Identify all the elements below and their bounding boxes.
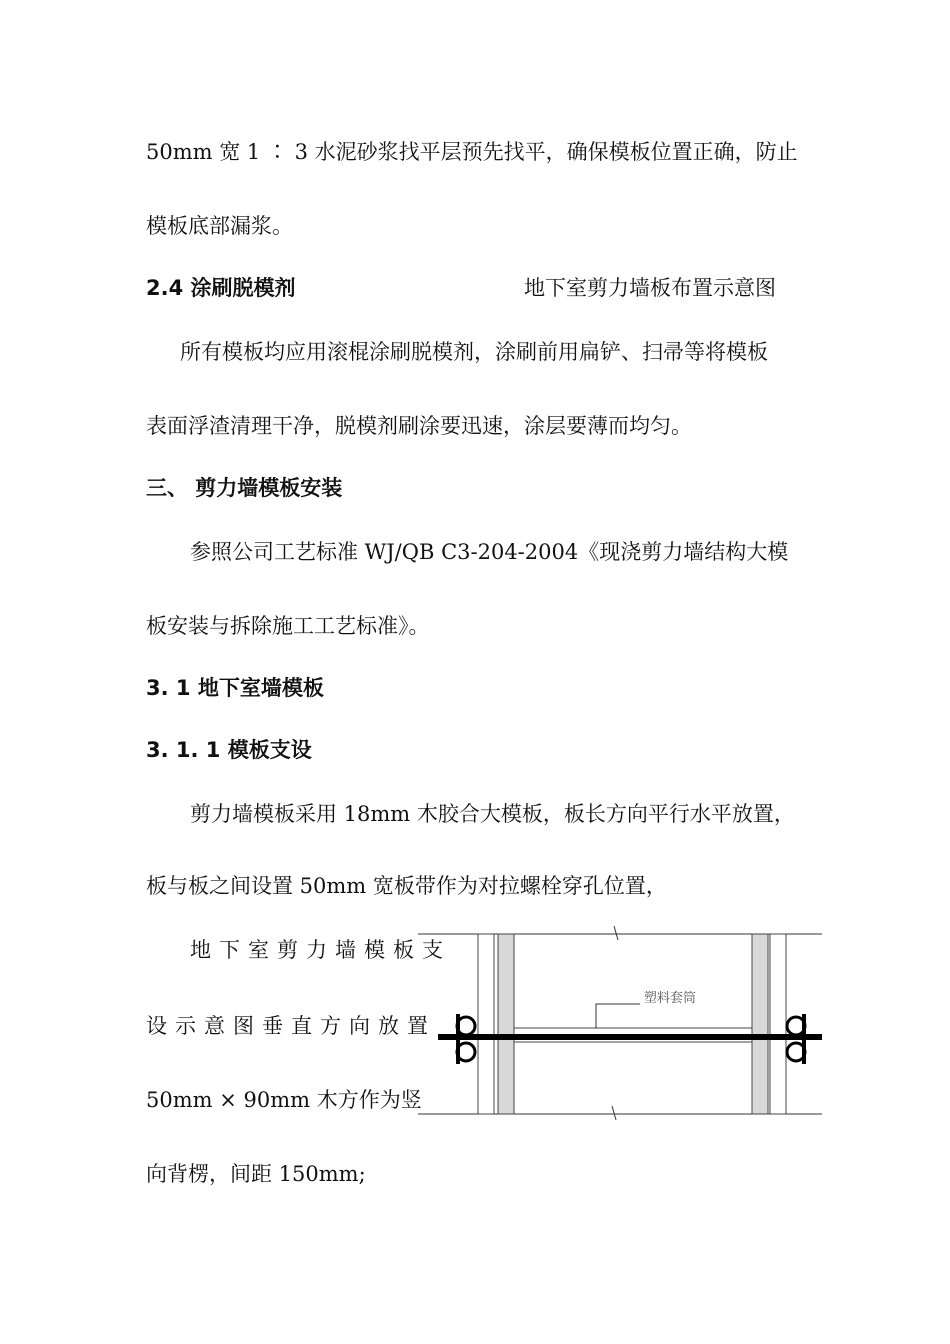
paragraph-line: 50mm 宽 1 ∶ 3 水泥砂浆找平层预先找平，确保模板位置正确，防止 bbox=[146, 140, 798, 164]
paragraph-line: 板安装与拆除施工工艺标准》。 bbox=[146, 614, 430, 638]
break-mark bbox=[612, 1106, 616, 1120]
paragraph-line: 设示意图垂直方向放置 bbox=[146, 1014, 436, 1038]
section-heading: 3. 1 地下室墙模板 bbox=[146, 676, 324, 700]
section-heading: 3. 1. 1 模板支设 bbox=[146, 738, 312, 762]
sleeve-label: 塑料套筒 bbox=[644, 991, 697, 1006]
stud-left bbox=[478, 934, 494, 1114]
paragraph-line: 50mm × 90mm 木方作为竖 bbox=[146, 1088, 422, 1112]
paragraph-line: 参照公司工艺标准 WJ/QB C3-204-2004《现浇剪力墙结构大模 bbox=[190, 540, 789, 564]
label-leader bbox=[596, 1004, 640, 1028]
paragraph-line: 板与板之间设置 50mm 宽板带作为对拉螺栓穿孔位置， bbox=[146, 874, 667, 898]
paragraph-line: 表面浮渣清理干净，脱模剂刷涂要迅速，涂层要薄而均匀。 bbox=[146, 414, 692, 438]
paragraph-line: 模板底部漏浆。 bbox=[146, 214, 293, 238]
paragraph-line: 向背楞，间距 150mm; bbox=[146, 1162, 366, 1186]
plywood-right bbox=[752, 934, 768, 1114]
break-mark bbox=[614, 926, 618, 940]
plywood-left bbox=[498, 934, 514, 1114]
paragraph-line: 剪力墙模板采用 18mm 木胶合大模板，板长方向平行水平放置， bbox=[190, 802, 795, 826]
figure-caption: 地下室剪力墙板布置示意图 bbox=[524, 276, 776, 300]
section-heading: 三、 剪力墙模板安装 bbox=[146, 476, 343, 500]
stud-right bbox=[770, 934, 786, 1114]
formwork-diagram bbox=[418, 920, 830, 1120]
paragraph-line: 地下室剪力墙模板支 bbox=[190, 938, 451, 962]
paragraph-line: 所有模板均应用滚棍涂刷脱模剂，涂刷前用扁铲、扫帚等将模板 bbox=[180, 340, 768, 364]
section-heading: 2.4 涂刷脱模剂 bbox=[146, 276, 296, 300]
